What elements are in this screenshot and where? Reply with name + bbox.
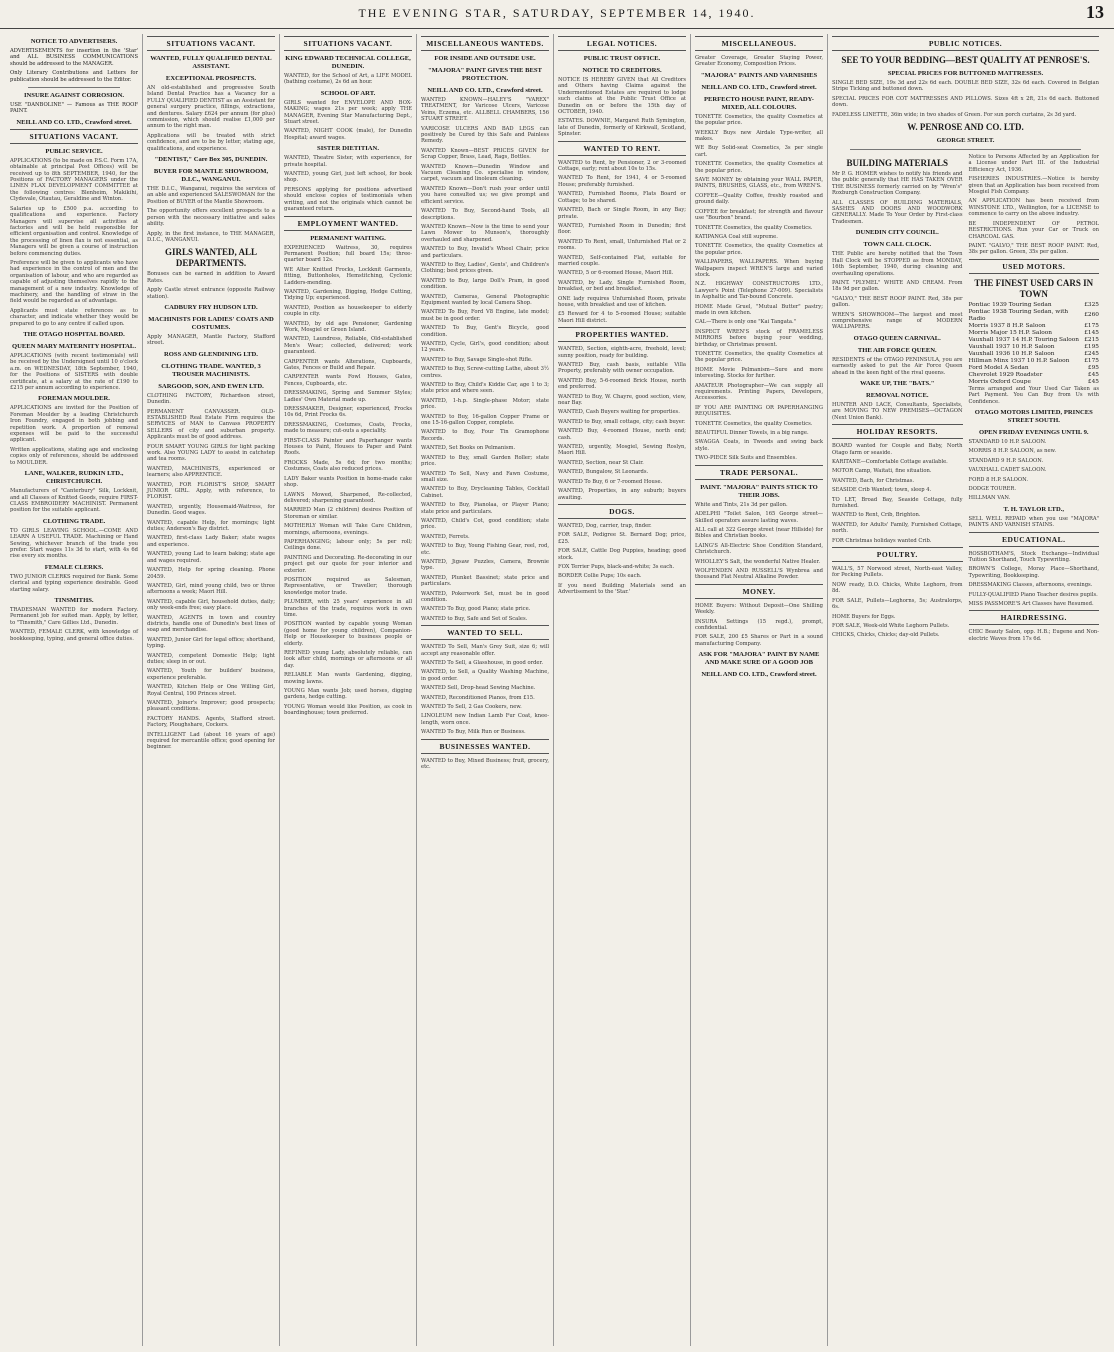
column-3 [280,34,417,1346]
ad-heading: PUBLIC TRUST OFFICE. [583,55,661,62]
column-2 [143,34,280,1346]
ad-heading: PUBLIC SERVICE. [45,147,103,155]
ad-body: RESIDENTS of the OTAGO PENINSULA, you are earnestly asked to put the Air Force Queen ahead in the keen fight of the rival queens. [832,356,963,376]
ad-heading: EXCEPTIONAL PROSPECTS. [165,75,257,82]
ad-body: CHIC Beauty Salon, opp. H.B.; Eugene and Non-electric Waves from 17s 6d. [968,629,1099,642]
car-row [969,372,1100,379]
ad-signature: NEILL AND CO. LTD., Crawford street. [701,83,817,91]
ad-heading: ROSS AND GLENDINING LTD. [164,350,258,358]
ad-body: EXPERIENCED Waitress, 30, requires Permanent Position; full board 15s; three-quarter board 12s. WE Alter Knitted Frocks, Lockknit Garments, fitting, Buttonholes, Hemstitching, Cyclonic Ladders-mending. WANTED, Gardening, Digging, Hedge Cutting, Tidying Up; experienced. WANTED, Position as housekeeper to elderly couple in city. WANTED, by old age Pensioner, Gardening Work, Mosgiel or Green Island. WANTED, Laundress, Reliable, Old-established Men's Wear; collected, delivered; work guaranteed. CARPENTER wants Alterations, Cupboards, Gates, Fences or Build and Repair. CARPENTER wants Fowl Houses, Gates, Fences, Cupboards, etc. DRESSMAKING, Spring and Summer Styles; Ladies' Own Material made up. DRESSMAKER, Designer, experienced, Frocks 10s 6d, Print Frocks 6s. DRESSMAKING, Costumes, Coats, Frocks, made to measure; cut-outs a speciality. FIRST-CLASS Painter and Paperhanger wants Houses to Paint, Houses to Paper and Paint Roofs. FROCKS Made, 5s 6d; for two months; Costumes, Coats also reduced prices. LADY Baker wants Position in home-made cake shop. LAWNS Mowed, Sharpened, Re-collected, delivered; sharpening guaranteed. MARRIED Man (2 children) desires Position of Storeman or similar. MOTHERLY Woman will Take Care Children, mornings, afternoons, evenings. PAPERHANGING; labour only; 5s per roll; Ceilings done. PAINTING and Decorating. Re-decorating in our project get our quote for your interior and exterior. POSITION required as Salesman, Representative, or Traveller; thorough knowledge motor trade. PLUMBER, with 25 years' experience in all branches of the trade, requires work in own time. POSITION wanted by capable young Woman (good home for young children), Companion-Help or Housekeeper to business people or elderly. REFINED young Lady, absolutely reliable, can look after child, mornings or afternoons or all day. RELIABLE Man wants Gardening, digging, mowing lawns. YOUNG Man wants Job; used horses, digging gardens, hedge cutting. YOUNG Woman would like Position, as cook in boardinghouse; town preferred. [284,244,412,717]
ad-heading: OTAGO MOTORS LIMITED, PRINCES STREET SOUTH. [974,408,1093,424]
ad-heading: "MAJORA" PAINT GIVES THE BEST PROTECTION. [428,67,542,82]
ad-body: SELL WELL REPAID when you use "MAJORA" PAINTS AND VARNISH STAINS. [968,515,1099,529]
car-price: £195 [1084,343,1099,350]
ad-body: ROSSBOTHAM'S, Stock Exchange—Individual Tuition Shorthand, Touch Typewriting. BROWN'S College, Moray Place—Shorthand, Typewriting, Bookkeeping. DRESSMAKING Classes, afternoons, evenings. FULLY-QUALIFIED Piano Teacher desires pupils. MISS PASSMORE'S Art Classes have Resumed. [968,550,1099,608]
ad-heading: THE FINEST USED CARS IN TOWN [974,277,1094,299]
ad-body: White and Tints, 21s 3d per gallon. ADELPHI "Toilet Salon, 165 George street—Skilled operators assure lasting waves. ALL call at 322 George street (near Hillside) for Bibles and Christian books. LAING'S All-Electric Shoe Condition Standard, Christchurch. WHOLLEY'S Salt, the wonderful Native Healer. WOLFENDEN AND RUSSELL'S Wynbrea and thousand Flat Neutral Alkaline Powder. [695,501,823,581]
notice-text: ADVERTISEMENTS for insertion in the 'Star' and ALL BUSINESS COMMUNICATIONS should be addressed to the MANAGER. [10,48,138,67]
section-heading: DOGS. [558,504,686,519]
car-name: Chevrolet 1929 Roadster [968,371,1043,378]
ad-body: TO GIRLS LEAVING SCHOOL.—COME AND LEARN A USEFUL TRADE. Machining or Hand Sewing, whichever branch of the trade you prefer. Start wages 11s 3d to start, with 4s 6d rise every six months. [10,527,138,560]
car-price: £325 [1084,301,1099,308]
section-heading: BUSINESSES WANTED. [421,739,549,754]
car-row [969,365,1100,372]
car-row [969,337,1100,344]
ad-body: CLOTHING FACTORY, Richardson street, Dunedin. PERMANENT CANVASSER. OLD-ESTABLISHED Real Estate Firm requires the SERVICES of MAN to Canvass PROPERTY SELLERS of city and suburban property. Applicants must be of good address. FOUR SMART YOUNG GIRLS for light packing work. Also YOUNG LADY to assist in catchstep and tea rooms. WANTED, MACHINISTS, experienced or learners; also APPRENTICE. WANTED, FOR FLORIST'S SHOP, SMART JUNIOR GIRL. Apply, with reference, to FLORIST. WANTED, urgently, Housemaid-Waitress, for Dunedin. Good wages. WANTED, capable Help, for mornings; light duties; Anderson's Bay district. WANTED, first-class Lady Baker; state wages and experience. WANTED, young Lad to learn baking; state age and wages required. WANTED, Help for spring cleaning. Phone 20459. WANTED, Girl, mind young child, two or three afternoons a week; Maori Hill. WANTED, capable Girl, household duties, daily; only week-ends free; easy place. WANTED, AGENTS in town and country districts, handle one of Dunedin's best lines of soap and merchandise. WANTED, Junior Girl for legal office; shorthand, typing. WANTED, competent Domestic Help; light duties; sleep in or out. WANTED, Youth for builders' business, experience preferable. WANTED, Kitchen Help or One Willing Girl, Royal Central, 190 Princes street. WANTED, Joiner's Improver; good prospects; pleasant conditions. FACTORY HANDS. Agents, Stafford street. Factory, Ploughshare, Cockers. INTELLIGENT Lad (about 16 years of age) required for mercantile office; good opening for beginner. [147,392,275,751]
ad-body: AN old-established and progressive South Island Dental Practice has a Vacancy for a FULLY QUALIFIED DENTIST as an Assistant for general surgery practice, fillings, extractions, and dentures. Salary £624 per annum (for plus) commission, which should realise £1,000 per annum to the right man. Applications will be treated with strict confidence, and are to be by letter, stating age, qualifications, and experience. [147,85,275,152]
car-row [969,379,1100,386]
used-cars-table [969,302,1100,386]
car-name: Morris Major 15 H.P. Saloon [968,329,1052,336]
ad-heading: GIRLS WANTED, ALL DEPARTMENTS. [164,247,258,269]
subcolumn-right [969,154,1100,645]
ad-heading: SISTER DIETITIAN. [317,145,379,153]
ad-body: GIRLS wanted for ENVELOPE AND BOX-MAKING; wages 21s per week; apply THE MANAGER, Evening Star Manufacturing Dept., Stuart street. WANTED, NIGHT COOK (male), for Dunedin Hospital; award wages. [284,99,412,141]
ad-heading: PERFECTO HOUSE PAINT, READY-MIXED, ALL COLOURS. [703,95,815,111]
car-price: £145 [1084,329,1099,336]
car-name: Vauxhall 1937 14 H.P. Touring Saloon [968,336,1080,343]
ad-body: WANTED KNOWN—HALEY'S "VAREX" TREATMENT, for Varicose Ulcers, Varicose Veins, Eczema, etc. ALLBELL CHAMBERS, 156 STUART STREET. VARICOSE ULCERS AND BAD LEGS can positively be Cured by this Safe and Painless Remedy. WANTED Known—BEST PRICES GIVEN for Scrap Copper, Brass, Lead, Rags, Bottles. WANTED Known—Dunedin Window and Vacuum Cleaning Co. specialise in window, carpet, vacuum and linoleum cleaning. WANTED Known—Don't rush your order until you have consulted us; we give prompt and efficient service. WANTED To Buy, Second-hand Tools, all descriptions. WANTED Known—Now is the time to send your Lawn Mower to Munson's, thoroughly overhauled and sharpened. WANTED to Buy, Invalid's Wheel Chair; price and particulars. WANTED to Buy, Ladies', Gents', and Children's Clothing; best prices given. WANTED to Buy, large Doll's Pram, in good condition. WANTED, Cameras, General Photographic Equipment wanted by local Camera Shop. WANTED To Buy, Ford V8 Engine, late model; must be in good order. WANTED To Buy, Gent's Bicycle, good condition. WANTED, Cycle, Girl's, good condition; about 12 years. WANTED to Buy, Savage Single-shot Rifle. WANTED to Buy, Screw-cutting Lathe, about 3½ centres. WANTED to Buy, Child's Kiddie Car, age 1 to 3; state price and where seen. WANTED, 1-h.p. Single-phase Motor; state price. WANTED to Buy, 16-gallon Copper Frame or one 15-16-gallon Copper, complete. WANTED to Buy, Four Tin Gramophone Records. WANTED, Set Books on Pelmanism. WANTED to Buy, small Garden Roller; state price. WANTED To Sell, Navy and Fawn Costume, small size. WANTED to Buy, Drycleaning Tables, Cocktail Cabinet. WANTED to Buy, Pianolaa, or Player Piano; state price and particulars. WANTED, Child's Cot, good condition; state price. WANTED, Ferrets. WANTED to Buy, Young Fishing Gear, reel, rod, etc. WANTED, Jigsaw Puzzles, Camera, Brownie type. WANTED, Plunket Bassinet; state price and particulars. WANTED, Pokerwork Set, must be in good condition. WANTED To Buy, good Piano; state price. WANTED to Buy, Safe and Set of Scales. [421,97,549,622]
car-row [969,302,1100,309]
ad-heading: T. H. TAYLOR LTD., [1003,505,1065,513]
section-heading: WANTED TO RENT. [558,141,686,156]
ad-heading: INSURE AGAINST CORROSION. [23,92,125,100]
section-heading: HOLIDAY RESORTS. [832,424,963,439]
ad-body: WANTED to Rent, by Pensioner, 2 or 3-roomed Cottage, early; rent about 10s to 15s. WANTED To Rent, for 1941, 4 or 5-roomed House; preferably furnished. WANTED, Furnished Rooms, Flats Board or Cottage; to be shared. WANTED, Bach or Single Room, in any Bay; private. WANTED, Furnished Room in Dunedin; first floor. WANTED To Rent, small, Unfurnished Flat or 2 rooms. WANTED, Self-contained Flat, suitable for married couple. WANTED, 5 or 6-roomed House, Maori Hill. WANTED, by Lady, Single Furnished Room, breakfast, or bed and breakfast. ONE lady requires Unfurnished Room, private house, with breakfast and use of kitchen. £5 Reward for 4 to 5-roomed House; suitable Maori Hill district. [558,159,686,324]
car-price: £95 [1087,364,1099,371]
car-name: Morris Oxford Coupe [968,378,1031,385]
ad-heading: QUEEN MARY MATERNITY HOSPITAL. [12,343,136,350]
ad-heading: TOWN CALL CLOCK. [863,241,932,249]
section-heading: SITUATIONS VACANT. [147,36,275,51]
ad-heading: WANTED, FULLY QUALIFIED DENTAL ASSISTANT. [150,55,272,70]
ad-heading: TINSMITHS. [54,596,94,604]
ad-body: WANTED to Buy, Mixed Business; fruit, grocery, etc. [421,757,549,771]
ad-body: WANTED To Sell, Man's Grey Suit, size 6; will accept any reasonable offer. WANTED To Sell, a Glasshouse, in good order. WANTED, to Sell, a Quality Washing Machine, in good order. WANTED Sell, Drop-head Sewing Machine. WANTED, Reconditioned Pianos, from £15. WANTED To Sell, 2 Gas Cookers, new. LINOLEUM new Indian Lamb Fur Coat, knee-length, worn once. WANTED To Buy, Milk Run or Business. [421,644,549,736]
column-1 [6,34,143,1346]
ad-body: APPLICATIONS (to be made on P.S.C. Form 17A, obtainable at principal Post Offices) will be received up to 8th SEPTEMBER, 1940, for the Positions of FACTORY MANAGERS under the LINEN FLAX DEVELOPMENT COMMITTEE at the following centres: Blenheim, Makikihi, Clydevale, Otautau, Geraldine and Winton. Salaries up to £500 p.a. according to qualifications and experience. Factory Managers will supervise all activities at factories and will be held responsible for efficient organisation and control. Knowledge of the processing of linen flax is not essential, as Managers will be given a course of instruction before commencing duties. Preference will be given to applicants who have had experience in the control of men and the organisation of labour, and who are regarded as capable of adjusting themselves rapidly to the management of a new industry. Knowledge of machinery, and the handling of straw in the field would be regarded as of advantage. Applicants must state references as to character, and indicate whether they would be prepared to go to any centre if called upon. [10,157,138,327]
car-row [969,330,1100,337]
car-name: Pontiac 1938 Touring Sedan, with Radio [968,308,1069,322]
section-heading: SITUATIONS VACANT. [284,36,412,51]
ad-heading: THE AIR FORCE QUEEN. [857,346,937,354]
ad-body: Mr P. G. HOMER wishes to notify his friends and the public generally that HE HAS TAKEN OVER THE BUSINESS formerly carried on by "Wren's" Roxburgh Construction Company. ALL CLASSES OF BUILDING MATERIALS, SASHES AND DOORS AND WOODWORK GENERALLY. Made To Your Order by First-class Tradesmen. [832,171,963,225]
ad-body: BOARD wanted for Couple and Baby, North Otago farm or seaside. KARITANE—Comfortable Cottage available. MOTOR Camp, Waitati, fine situation. WANTED, Bach, for Christmas. SEASIDE Crib Wanted; town, sleep 4. TO LET, Broad Bay, Seaside Cottage, fully furnished. WANTED to Rent, Crib, Brighton. WANTED, for Adults' Family, Furnished Cottage, north. FOR Christmas holidays wanted Crib. [832,443,963,544]
divider [28,87,120,88]
ad-body: APPLICATIONS (with recent testimonials) will be received by the Undersigned until 10 o'clock a.m. on WEDNESDAY, 18th September, 1940, for the Positions of SISTERS with double certificate, at a salary at the rate of £190 to £215 per annum according to experience. [10,353,138,392]
ad-heading: ASK FOR "MAJORA" PAINT BY NAME AND MAKE SURE OF A GOOD JOB [698,651,820,667]
ad-heading: FEMALE CLERKS. [44,563,104,571]
notice-heading: NOTICE TO ADVERTISERS. [30,38,118,45]
newspaper-title: THE EVENING STAR, SATURDAY, SEPTEMBER 14, 1940. [358,6,756,20]
ad-heading: BUILDING MATERIALS [846,158,949,169]
ad-body: Apply MANAGER, Mantle Factory, Stafford street. [147,333,275,347]
car-name: Morris 1937 8 H.P. Saloon [968,322,1046,329]
section-heading: POULTRY. [832,547,963,562]
ad-body: SINGLE BED SIZE, 19s 3d and 22s 6d each. DOUBLE BED SIZE, 32s 6d each. Covered in Belgian Stripe Ticking and buttoned down. SPECIAL PRICES FOR COT MATTRESSES AND PILLOWS. Sizes 4ft x 2ft, 21s 6d each. Buttoned down. FADELESS LINETTE, 36in wide; in two shades of Green. For sun porch curtains, 2s 3d yard. [832,80,1099,118]
ad-body: TONETTE Cosmetics, the quality Cosmetics at the popular price. WEEKLY Buys new Airdale Type-writer, all makes. WE Buy Solid-seat Cosmetics, 3s per single cart. TONETTE Cosmetics, the quality Cosmetics at the popular price. SAVE MONEY by obtaining your WALL PAPER, PAINTS, BRUSHES, GLASS, etc., from WREN'S. COFFEE—Quality Coffee, freshly roasted and ground daily. COFFEE for breakfast; for strength and flavour use "Bourbon" brand. TONETTE Cosmetics, the quality Cosmetics. KATIPANGA Coal still supreme. TONETTE Cosmetics, the quality Cosmetics at the popular price. WALLPAPERS, WALLPAPERS. When buying Wallpapers inspect WREN'S large and varied stock. N.Z. HIGHWAY CONSTRUCTORS LTD., Lawyer's Point (Telephone 27-009). Specialists in Asphaltic and Tar-bound Concrete. HOME Made Gruel, "Mutual Butter" pastry; made in own kitchen. CAL—There is only one "Kai Tangata." INSPECT WREN'S stock of FRAMELESS MIRRORS before buying your wedding, birthday, or Christmas present. TONETTE Cosmetics, the quality Cosmetics at the popular price. HOME Movie Pelmanism—Sure and more interesting. Stocks for further. AMATEUR Photographer—We can supply all requirements. Printing Papers, Developers, Accessories. IF YOU ARE PAINTING OR PAPERHANGING REQUISITES. TONETTE Cosmetics, the quality Cosmetics. BEAUTIFUL Dinner Towels, in a big range. SWAGGA Coats, in Tweeds and swing back style. TWO-PIECE Silk Suits and Ensembles. [695,113,823,462]
car-name: Pontiac 1939 Touring Sedan [968,301,1052,308]
ad-heading: SCHOOL OF ART. [320,89,376,97]
ad-heading: SARGOOD, SON, AND EWEN LTD. [158,382,264,390]
ad-signature: NEILL AND CO. LTD., Crawford street. [16,118,132,126]
ad-body: NOTICE IS HEREBY GIVEN that All Creditors and Others having Claims against the Undermentioned Estates are required to lodge such claims at the Public Trust Office at Dunedin on or before the 15th day of OCTOBER, 1940. ESTATES. DOWNIE, Margaret Ruth Symington, late of Dunedin, formerly of Kirkwall, Scotland, Spinster. [558,77,686,138]
ad-heading: WAKE UP, THE "BATS." [860,379,935,387]
section-heading: SITUATIONS VACANT. [10,129,138,144]
ad-heading: SEE TO YOUR BEDDING—BEST QUALITY AT PENROSE'S. [841,55,1090,65]
ad-heading: W. PENROSE AND CO. LTD. [907,122,1024,133]
column-6 [691,34,828,1346]
car-name: Ford Model A Sedan [968,364,1029,371]
car-price: £215 [1084,336,1099,343]
section-heading: WANTED TO SELL. [421,625,549,640]
column-4 [417,34,554,1346]
two-subcolumns [832,154,1099,645]
ad-heading: CLOTHING TRADE. [42,517,106,525]
ad-heading: OTAGO QUEEN CARNIVAL. [853,334,941,342]
ad-body: Bonuses can be earned in addition to Award Rates. Apply Castle street entrance (opposite Railway station). [147,271,275,300]
ad-text: USE "DANBOLINE" — Famous as THE ROOF PAINT. [10,102,138,115]
ad-heading: REMOVAL NOTICE. [865,391,929,399]
ad-body: WANTED, Theatre Sister, with experience, for private hospital. WANTED, young Girl, just left school, for book shop. PERSONS applying for positions advertised should enclose copies of testimonials when writing, and not the originals which cannot be guaranteed return. [284,155,412,213]
ad-body: TRADESMAN WANTED for modern Factory. Permanent job for suited man. Apply, by letter, to "Tinsmith," Care Gillies Ltd., Dunedin. WANTED, FEMALE CLERK, with knowledge of bookkeeping, typing, and general office duties. [10,606,138,642]
masthead [0,0,1114,29]
ad-body: THE D.I.C., Wanganui, requires the services of an able and experienced SALESWOMAN for the Position of BUYER of the Mantle Showroom. The opportunity offers excellent prospects to a person with the necessary initiative and sales ability. Apply, in the first instance, to THE MANAGER, D.I.C., WANGANUI. [147,186,275,243]
car-price: £45 [1087,378,1099,385]
ad-heading: NOTICE TO CREDITORS. [582,67,662,74]
column-7 [828,34,1103,1346]
ad-heading: THE OTAGO HOSPITAL BOARD. [23,331,125,338]
notice-text-2: Only Literary Contributions and Letters for publication should be addressed to the Editor. [10,70,138,83]
ad-body: WANTED, for the School of Art, a LIFE MODEL (bathing costume), 2s 6d an hour. [284,73,412,86]
section-heading: USED MOTORS. [969,259,1100,274]
section-heading: EMPLOYMENT WANTED. [284,216,412,231]
ad-heading: BUYER FOR MANTLE SHOWROOM, D.I.C., WANGANUI. [153,168,269,184]
section-heading: LEGAL NOTICES. [558,36,686,51]
ad-signature: NEILL AND CO. LTD., Crawford street. [701,671,817,679]
ad-body: Greater Coverage, Greater Staying Power, Greater Economy, Composition Prices. [695,55,823,68]
ad-heading: PAINT. "MAJORA" PAINTS STICK TO THEIR JOBS. [700,483,818,499]
ad-heading: DUNEDIN CITY COUNCIL. [855,229,939,237]
ad-body: THE Public are hereby notified that the Town Hall Clock will be STOPPED as from MONDAY, 16th September, 1940, during cleaning and overhauling operations. PAINT. "PLYMEL" WHITE AND CREAM. From 18s 9d per gallon. "GALVO," THE BEST ROOF PAINT. Red, 38s per gallon. WREN'S SHOWROOM—The largest and most comprehensive range of MODERN WALLPAPERS. [832,251,963,331]
car-name: Hillman Minx 1937 10 H.P. Saloon [968,357,1070,364]
car-row [969,309,1100,323]
ad-body: TWO JUNIOR CLERKS required for Bank. Some clerical and typing experience desirable. Good starting salary. [10,573,138,593]
ad-heading: "MAJORA" PAINTS AND VARNISHES [700,71,818,79]
car-row [969,351,1100,358]
ad-body: WALL'S, 57 Norwood street, North-east Valley, for Pecking Pullets. NOW ready, D.O. Chicks, White Leghorn, from 8d. FOR SALE, Pullets—Leghorns, 5s; Australorps, 6s. HOME Buyers for Eggs. FOR SALE, Week-old White Leghorn Pullets. CHICKS, Chicks, Chicks; day-old Pullets. [832,566,963,639]
section-heading: MISCELLANEOUS. [695,36,823,51]
car-name: Vauxhall 1936 10 H.P. Saloon [968,350,1055,357]
column-5 [554,34,691,1346]
ad-heading: FOREMAN MOULDER. [38,395,110,403]
subcolumn-left [832,154,963,645]
columns [6,34,1108,1346]
car-price: £45 [1087,371,1099,378]
ad-body: HUNTER AND LACE, Consultants, Specialists, are MOVING TO NEW PREMISES—OCTAGON (Next Union Bank). [832,401,963,421]
section-heading: HAIRDRESSING. [969,610,1100,625]
section-heading: PROPERTIES WANTED. [558,327,686,342]
ad-heading: PERMANENT WAITING. [310,234,386,242]
ad-body: HOME Buyers: Without Deposit—One Shilling Weekly. INSURA Settings (15 regd.), prompt, confidential. FOR SALE, 200 £5 Shares or Part in a sound manufacturing Company. [695,602,823,647]
car-name: Vauxhall 1937 10 H.P. Saloon [968,343,1055,350]
section-heading: MISCELLANEOUS WANTEDS. [421,36,549,51]
ad-heading: CLOTHING TRADE. WANTED, 3 TROUSER MACHINISTS. [161,362,261,378]
ad-body: WANTED, Dog, carrier, trap, finder. FOR SALE, Pedigree St. Bernard Dog; price, £25. FOR SALE, Cattle Dog Puppies, heading; good stock. FOX Terrier Pups, black-and-white; 3s each. BORDER Collie Pups; 10s each. If you need Building Materials send an Advertisement to the 'Star.' [558,522,686,596]
ad-heading: CADBURY FRY HUDSON LTD. [164,303,258,311]
ad-heading: FOR INSIDE AND OUTSIDE USE. [434,55,536,62]
ad-heading: "DENTIST," Care Box 305, DUNEDIN. [154,156,268,164]
section-heading: EDUCATIONAL. [969,532,1100,547]
car-row [969,323,1100,330]
car-row [969,358,1100,365]
car-row [969,344,1100,351]
ad-signature: NEILL AND CO. LTD., Crawford street. [427,87,543,94]
divider [850,149,1081,150]
car-price: £175 [1084,357,1099,364]
car-price: £175 [1084,322,1099,329]
ad-heading: SPECIAL PRICES FOR BUTTONED MATTRESSES. [887,70,1044,77]
page-number: 13 [1086,2,1104,22]
ad-body: Terms arranged and Your Used Car Taken as Part Payment. You Can Buy from Us with Confidence. [968,385,1099,405]
ad-signature: GEORGE STREET. [936,137,995,145]
section-heading: PUBLIC NOTICES. [832,36,1099,51]
ad-body: Manufacturers of "Canterbury" Silk, Lockknit, and all Classes of Knitted Goods, require FIRST-CLASS EMBROIDERY MACHINIST. Permanent position for the suitable applicant. [10,488,138,514]
ad-body: APPLICATIONS are invited for the Position of Foreman Moulder by a leading Christchurch Iron Foundry, engaged in both jobbing and repetition work. A proportion of removal expenses will be paid to the successful applicant. Written applications, stating age and enclosing copies only of references, should be addressed to MOULDER. [10,405,138,466]
ad-heading: MACHINISTS FOR LADIES' COATS AND COSTUMES. [148,315,274,331]
section-heading: MONEY. [695,584,823,599]
ad-heading: OPEN FRIDAY EVENINGS UNTIL 9. [978,428,1089,436]
ad-body: Notice to Persons Affected by an Application for a License under Part III. of the Industrial Efficiency Act, 1936. FISHERIES INDUSTRIES.—Notice is hereby given that an Application has been received from Mosgiel Fish Company. AN APPLICATION has been received from WINSTONE LTD., Wellington, for a LICENSE to commence to carry on the above industry. BE INDEPENDENT OF PETROL RESTRICTIONS. Run your Car or Truck on CHARCOAL GAS. PAINT. "GALVO," THE BEST ROOF PAINT. Red, 38s per gallon. Green, 35s per gallon. [968,154,1099,256]
car-price: £260 [1084,312,1099,319]
ad-body: WANTED, Section, eighth-acre, freehold, level; sunny position, ready for building. WANTED Buy, cash basis, suitable Villa Property, preferably with owner occupation. WANTED Buy, 5-6-roomed Brick House, north end preferred. WANTED to Buy, W. Chayre, good section, view, near Bay. WANTED, Cash Buyers waiting for properties. WANTED to Buy, small cottage, city; cash buyer. WANTED Buy, 4-roomed House, north end; cash. WANTED, urgently, Mosgiel, Sewing Roslyn, Maori Hill. WANTED, Section, near St Clair. WANTED, Bungalow, St Leonards. WANTED To Buy, 6 or 7-roomed House. WANTED, Properties, in any suburb; buyers awaiting. [558,346,686,501]
section-heading: TRADE PERSONAL. [695,465,823,480]
ad-body: STANDARD 10 H.P. SALOON. MORRIS 8 H.P. SALOON, as new. STANDARD 9 H.P. SALOON. VAUXHALL CADET SALOON. FORD 8 H.P. SALOON. DODGE TOURER. HILLMAN VAN. [968,438,1057,502]
car-price: £245 [1084,350,1099,357]
ad-heading: KING EDWARD TECHNICAL COLLEGE, DUNEDIN. [285,55,411,70]
ad-heading: LANE, WALKER, RUDKIN LTD., CHRISTCHURCH. [24,470,124,486]
